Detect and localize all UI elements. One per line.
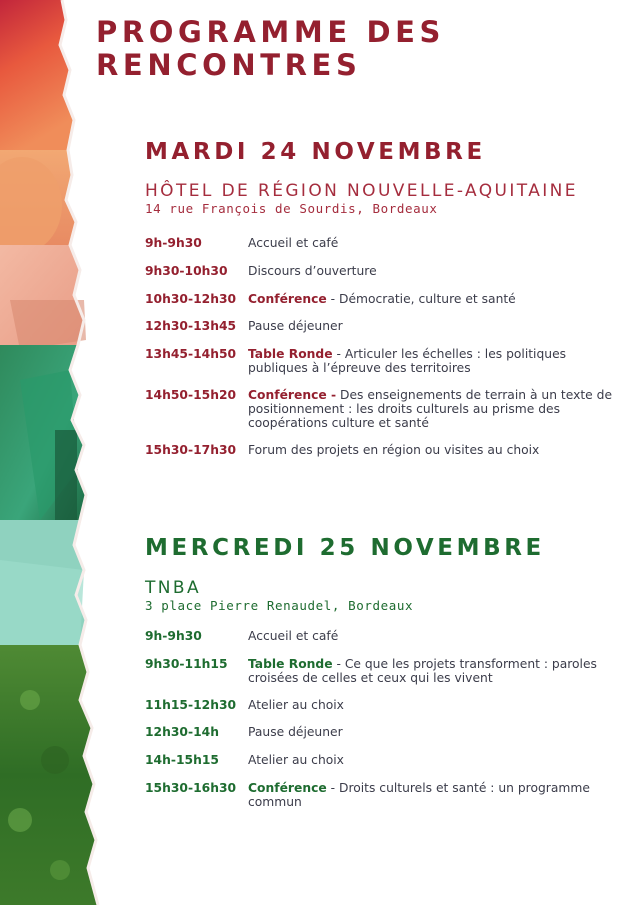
session-type: Conférence - <box>248 388 337 402</box>
session-time: 12h30-13h45 <box>145 319 237 333</box>
session-time: 13h45-14h50 <box>145 347 237 361</box>
venue-address: 3 place Pierre Renaudel, Bordeaux <box>145 598 414 613</box>
session-time: 11h15-12h30 <box>145 698 237 712</box>
session-description <box>248 629 613 643</box>
session-text: - Ce que les projets transforment : paroles croisées de celles et ceux qui les vivent <box>248 657 597 685</box>
session-text: - Articuler les échelles : les politiques publiques à l’épreuve des territoires <box>248 347 567 375</box>
page-title-line-2: RENCONTRES <box>96 48 362 82</box>
session-description <box>248 753 613 767</box>
venue-address: 14 rue François de Sourdis, Bordeaux <box>145 201 438 216</box>
session-description <box>248 388 613 430</box>
session-type: Table Ronde <box>248 657 333 671</box>
session-text: Pause déjeuner <box>248 319 343 333</box>
day-title: MARDI 24 NOVEMBRE <box>145 139 486 165</box>
session-type: Conférence <box>248 292 327 306</box>
session-time: 15h30-17h30 <box>145 443 237 457</box>
session-description <box>248 236 613 250</box>
session-time: 10h30-12h30 <box>145 292 237 306</box>
session-text: Atelier au choix <box>248 698 344 712</box>
session-text: Accueil et café <box>248 236 339 250</box>
page-title-line-1: PROGRAMME DES <box>96 15 446 49</box>
venue-name: HÔTEL DE RÉGION NOUVELLE-AQUITAINE <box>145 181 578 201</box>
session-type: Conférence <box>248 781 327 795</box>
session-text: Discours d’ouverture <box>248 264 377 278</box>
session-text: Des enseignements de terrain à un texte de positionnement : les droits culturels au prisme des coopérations culture et santé <box>248 388 613 430</box>
session-text: Pause déjeuner <box>248 725 343 739</box>
session-description <box>248 725 613 739</box>
session-description <box>248 657 613 685</box>
session-text: Accueil et café <box>248 629 339 643</box>
session-type: Table Ronde <box>248 347 333 361</box>
session-time: 9h-9h30 <box>145 629 202 643</box>
session-description <box>248 319 613 333</box>
session-description <box>248 781 613 809</box>
session-time: 9h-9h30 <box>145 236 202 250</box>
session-description <box>248 292 613 306</box>
day-title: MERCREDI 25 NOVEMBRE <box>145 535 545 561</box>
session-time: 9h30-11h15 <box>145 657 228 671</box>
session-text: Atelier au choix <box>248 753 344 767</box>
session-time: 15h30-16h30 <box>145 781 237 795</box>
session-description <box>248 264 613 278</box>
session-time: 14h-15h15 <box>145 753 219 767</box>
session-description <box>248 443 613 457</box>
venue-name: TNBA <box>145 578 201 598</box>
session-text: - Démocratie, culture et santé <box>326 292 516 306</box>
page-title <box>96 16 445 82</box>
session-text: - Droits culturels et santé : un programme commun <box>248 781 590 809</box>
session-description <box>248 347 613 375</box>
session-time: 12h30-14h <box>145 725 219 739</box>
session-time: 9h30-10h30 <box>145 264 228 278</box>
session-text: Forum des projets en région ou visites au choix <box>248 443 540 457</box>
session-description <box>248 698 613 712</box>
session-time: 14h50-15h20 <box>145 388 237 402</box>
